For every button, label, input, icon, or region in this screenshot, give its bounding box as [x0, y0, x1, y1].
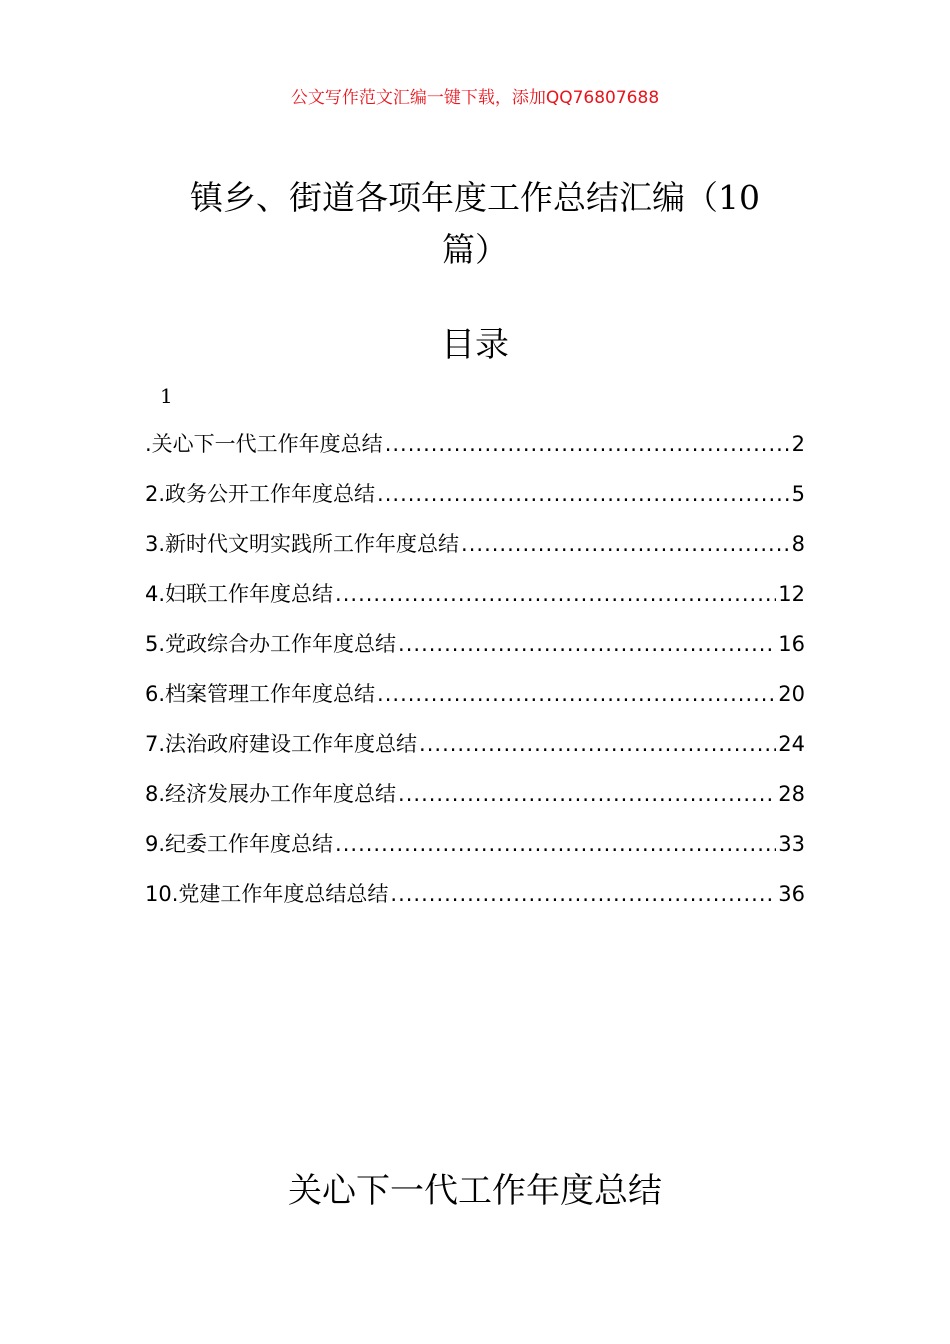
toc-entry-8[interactable]	[145, 772, 805, 822]
toc-entry-page: 24	[778, 732, 805, 756]
toc-first-number: 1	[160, 384, 173, 408]
toc-leader-dots	[335, 822, 776, 866]
toc-entry-label: 2.政务公开工作年度总结	[145, 482, 376, 506]
toc-entry-page: 2	[791, 432, 805, 456]
toc-entry-9[interactable]	[145, 822, 805, 872]
toc-leader-dots	[419, 722, 776, 766]
toc-entry-label: 3.新时代文明实践所工作年度总结	[145, 532, 460, 556]
toc-entry-4[interactable]	[145, 572, 805, 622]
toc-leader-dots	[377, 672, 776, 716]
toc-entry-label: 6.档案管理工作年度总结	[145, 682, 376, 706]
toc-entry-page: 33	[778, 832, 805, 856]
section-title: 关心下一代工作年度总结	[288, 1171, 662, 1211]
toc-entry-2[interactable]	[145, 472, 805, 522]
toc-leader-dots	[461, 522, 790, 566]
toc-leader-dots	[390, 872, 776, 916]
table-of-contents	[145, 422, 805, 922]
toc-leader-dots	[398, 622, 776, 666]
toc-entry-7[interactable]	[145, 722, 805, 772]
title-count: 10	[718, 178, 760, 217]
toc-leader-dots	[335, 572, 776, 616]
toc-entry-6[interactable]	[145, 672, 805, 722]
toc-entry-page: 28	[778, 782, 805, 806]
toc-entry-label: .关心下一代工作年度总结	[145, 432, 383, 456]
toc-entry-page: 16	[778, 632, 805, 656]
toc-entry-1[interactable]	[145, 422, 805, 472]
title-tail: 篇）	[442, 230, 508, 269]
toc-entry-10[interactable]	[145, 872, 805, 922]
toc-entry-5[interactable]	[145, 622, 805, 672]
toc-entry-page: 12	[778, 582, 805, 606]
toc-entry-label: 7.法治政府建设工作年度总结	[145, 732, 418, 756]
toc-entry-3[interactable]	[145, 522, 805, 572]
toc-entry-page: 5	[791, 482, 805, 506]
toc-leader-dots	[385, 422, 790, 466]
promo-banner[interactable]: 公文写作范文汇编一键下载，添加QQ76807688	[290, 88, 660, 108]
toc-entry-label: 10.党建工作年度总结总结	[145, 882, 389, 906]
toc-entry-page: 8	[791, 532, 805, 556]
toc-heading: 目录	[441, 325, 509, 365]
toc-entry-page: 20	[778, 682, 805, 706]
document-title	[160, 172, 790, 276]
toc-entry-label: 5.党政综合办工作年度总结	[145, 632, 397, 656]
title-main: 镇乡、街道各项年度工作总结汇编（	[190, 178, 718, 217]
toc-entry-label: 9.纪委工作年度总结	[145, 832, 334, 856]
toc-entry-label: 4.妇联工作年度总结	[145, 582, 334, 606]
toc-leader-dots	[398, 772, 776, 816]
toc-entry-page: 36	[778, 882, 805, 906]
toc-leader-dots	[377, 472, 790, 516]
toc-entry-label: 8.经济发展办工作年度总结	[145, 782, 397, 806]
